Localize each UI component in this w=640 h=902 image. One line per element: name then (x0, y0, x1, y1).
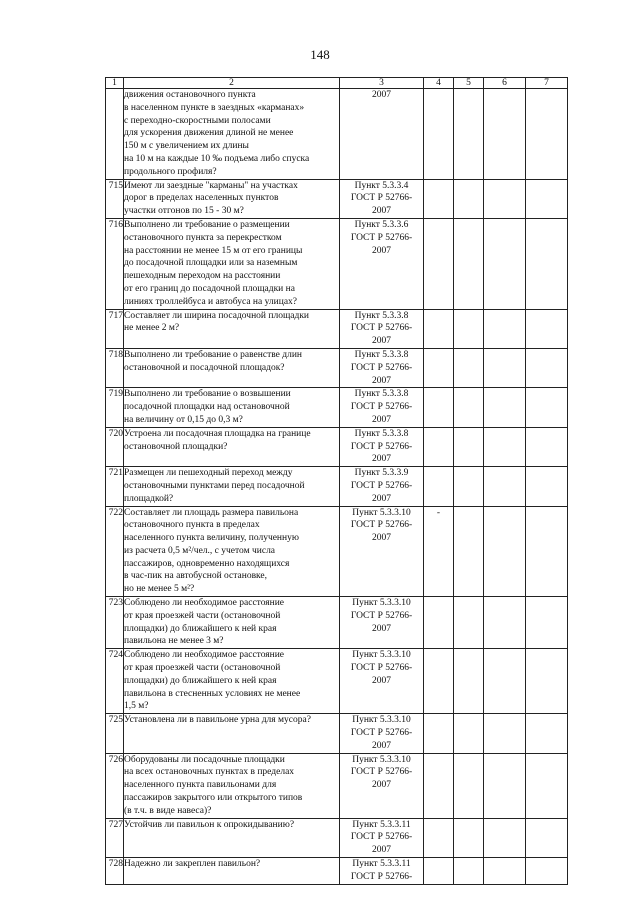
question-line: Установлена ли в павильоне урна для мусора? (124, 715, 311, 726)
reference-line: ГОСТ Р 52766- (350, 323, 413, 334)
question-cell (124, 309, 340, 348)
reference-line: 2007 (372, 414, 391, 425)
table-row (106, 753, 568, 818)
answer-cell-6 (484, 218, 526, 309)
question-line: до посадочной площадки или за наземным (124, 258, 298, 269)
question-line: Размещен ли пешеходный переход между (124, 468, 293, 479)
table-row (106, 506, 568, 597)
question-line: Соблюдено ли необходимое расстояние (124, 598, 285, 609)
answer-cell-4 (424, 858, 454, 885)
table-row (106, 89, 568, 180)
answer-cell-6 (484, 348, 526, 387)
answer-cell-6 (484, 597, 526, 649)
row-number: 723 (106, 597, 124, 649)
reference-line: Пункт 5.3.3.10 (352, 754, 411, 765)
reference-line: 2007 (372, 845, 391, 856)
question-line: участки отгонов по 15 - 30 м? (124, 206, 244, 217)
answer-cell-4 (424, 714, 454, 753)
reference-cell (340, 818, 424, 857)
reference-line: 2007 (372, 740, 391, 751)
question-line: Устойчив ли павильон к опрокидыванию? (124, 819, 295, 830)
question-line: Надежно ли закреплен павильон? (124, 859, 261, 870)
question-cell (124, 89, 340, 180)
answer-cell-4 (424, 467, 454, 506)
question-line: дорог в пределах населенных пунктов (124, 193, 279, 204)
reference-line: 2007 (372, 675, 391, 686)
table-row (106, 427, 568, 466)
answer-cell-6 (484, 714, 526, 753)
question-cell (124, 858, 340, 885)
table-row (106, 179, 568, 218)
question-cell (124, 427, 340, 466)
question-line: продольного профиля? (124, 166, 217, 177)
reference-line: 2007 (372, 245, 391, 256)
row-number: 715 (106, 179, 124, 218)
reference-line: ГОСТ Р 52766- (350, 663, 413, 674)
question-line: 1,5 м? (124, 701, 149, 712)
question-line: от края проезжей части (остановочной (124, 610, 281, 621)
answer-cell-7 (526, 506, 568, 597)
answer-cell-6 (484, 753, 526, 818)
question-line: (в т.ч. в виде навеса)? (124, 805, 212, 816)
reference-line: 2007 (372, 493, 391, 504)
question-cell (124, 179, 340, 218)
answer-cell-6 (484, 818, 526, 857)
answer-cell-7 (526, 818, 568, 857)
reference-line: Пункт 5.3.3.6 (354, 219, 409, 230)
answer-cell-6 (484, 179, 526, 218)
row-number: 724 (106, 649, 124, 714)
question-cell (124, 818, 340, 857)
reference-line: Пункт 5.3.3.9 (354, 468, 409, 479)
reference-cell (340, 597, 424, 649)
answer-cell-7 (526, 388, 568, 427)
question-line: пешеходным переходом на расстоянии (124, 271, 281, 282)
question-line: не менее 2 м? (124, 323, 180, 334)
reference-line: Пункт 5.3.3.8 (354, 310, 409, 321)
answer-cell-6 (484, 858, 526, 885)
reference-line: ГОСТ Р 52766- (350, 832, 413, 843)
question-line: площадкой? (124, 493, 174, 504)
answer-cell-7 (526, 179, 568, 218)
column-header-2: 2 (124, 78, 340, 89)
reference-cell (340, 388, 424, 427)
question-line: в населенном пункте в заездных «карманах» (124, 102, 305, 113)
answer-cell-5 (454, 818, 484, 857)
reference-line: ГОСТ Р 52766- (350, 193, 413, 204)
table-row (106, 309, 568, 348)
question-line: Соблюдено ли необходимое расстояние (124, 650, 285, 661)
column-header-1: 1 (106, 78, 124, 89)
question-cell (124, 597, 340, 649)
table-row (106, 348, 568, 387)
question-cell (124, 348, 340, 387)
answer-cell-4 (424, 753, 454, 818)
reference-cell (340, 89, 424, 180)
answer-cell-5 (454, 348, 484, 387)
answer-cell-4 (424, 179, 454, 218)
answer-cell-5 (454, 506, 484, 597)
answer-cell-5 (454, 218, 484, 309)
reference-line: ГОСТ Р 52766- (350, 480, 413, 491)
question-line: Выполнено ли требование о размещении (124, 219, 290, 230)
table-row (106, 858, 568, 885)
answer-cell-7 (526, 714, 568, 753)
reference-cell (340, 753, 424, 818)
reference-cell (340, 467, 424, 506)
question-line: линиях троллейбуса и автобуса на улицах? (124, 296, 298, 307)
question-line: площадки) до ближайшего к ней края (124, 675, 277, 686)
answer-cell-5 (454, 427, 484, 466)
reference-cell (340, 309, 424, 348)
question-line: павильона в стесненных условиях не менее (124, 688, 301, 699)
reference-line: 2007 (372, 206, 391, 217)
question-line: на всех остановочных пунктах в пределах (124, 767, 295, 778)
answer-cell-4 (424, 818, 454, 857)
question-line: остановочной площадки? (124, 441, 228, 452)
answer-cell-7 (526, 89, 568, 180)
reference-line: Пункт 5.3.3.11 (352, 859, 411, 870)
question-line: населенного пункта величину, полученную (124, 533, 299, 544)
answer-cell-4 (424, 649, 454, 714)
reference-line: ГОСТ Р 52766- (350, 362, 413, 373)
reference-line: Пункт 5.3.3.8 (354, 349, 409, 360)
row-number: 721 (106, 467, 124, 506)
answer-cell-4 (424, 348, 454, 387)
question-line: в час-пик на автобусной остановке, (124, 571, 268, 582)
question-line: пассажиров, одновременно находящихся (124, 558, 290, 569)
answer-cell-7 (526, 649, 568, 714)
answer-cell-6 (484, 649, 526, 714)
reference-line: ГОСТ Р 52766- (350, 232, 413, 243)
question-line: на расстоянии не менее 15 м от его границы (124, 245, 303, 256)
header-row (106, 78, 568, 89)
reference-line: ГОСТ Р 52766- (350, 728, 413, 739)
reference-line: 2007 (372, 454, 391, 465)
question-line: площадки) до ближайшего к ней края (124, 623, 277, 634)
row-number: 718 (106, 348, 124, 387)
row-number: 725 (106, 714, 124, 753)
reference-line: ГОСТ Р 52766- (350, 441, 413, 452)
question-line: Составляет ли площадь размера павильона (124, 507, 299, 518)
reference-line: Пункт 5.3.3.10 (352, 507, 411, 518)
answer-cell-7 (526, 597, 568, 649)
answer-cell-5 (454, 649, 484, 714)
answer-cell-5 (454, 388, 484, 427)
question-line: 150 м с увеличением их длины (124, 141, 249, 152)
answer-cell-4 (424, 89, 454, 180)
question-line: движения остановочного пункта (124, 90, 256, 100)
answer-cell-4 (424, 309, 454, 348)
question-line: из расчета 0,5 м²/чел., с учетом числа (124, 545, 276, 556)
question-line: на величину от 0,15 до 0,3 м? (124, 414, 243, 425)
reference-line: 2007 (372, 533, 391, 544)
reference-line: Пункт 5.3.3.8 (354, 389, 409, 400)
reference-cell (340, 714, 424, 753)
answer-cell-7 (526, 309, 568, 348)
reference-line: ГОСТ Р 52766- (350, 871, 413, 882)
table-row (106, 218, 568, 309)
column-header-6: 6 (484, 78, 526, 89)
reference-line: 2007 (372, 780, 391, 791)
answer-cell-4 (424, 427, 454, 466)
reference-cell (340, 649, 424, 714)
table-row (106, 388, 568, 427)
answer-cell-7 (526, 348, 568, 387)
table-row (106, 467, 568, 506)
question-cell (124, 506, 340, 597)
reference-line: Пункт 5.3.3.10 (352, 650, 411, 661)
row-number: 719 (106, 388, 124, 427)
question-line: остановочного пункта в пределах (124, 520, 260, 531)
reference-cell (340, 858, 424, 885)
reference-cell (340, 427, 424, 466)
reference-line: ГОСТ Р 52766- (350, 767, 413, 778)
question-line: с переходно-скоростными полосами (124, 115, 271, 126)
row-number: 722 (106, 506, 124, 597)
answer-cell-4 (424, 388, 454, 427)
page-number: 148 (310, 47, 330, 62)
answer-cell-7 (526, 427, 568, 466)
question-line: остановочной и посадочной площадок? (124, 362, 285, 373)
question-line: Устроена ли посадочная площадка на границе (124, 428, 311, 439)
question-line: от его границ до посадочной площадки на (124, 283, 295, 294)
reference-cell (340, 179, 424, 218)
reference-line: ГОСТ Р 52766- (350, 402, 413, 413)
question-cell (124, 753, 340, 818)
reference-line: 2007 (372, 90, 391, 100)
reference-line: ГОСТ Р 52766- (350, 610, 413, 621)
row-number: 726 (106, 753, 124, 818)
reference-cell (340, 218, 424, 309)
answer-cell-5 (454, 179, 484, 218)
question-line: Выполнено ли требование о возвышении (124, 389, 291, 400)
question-line: Выполнено ли требование о равенстве длин (124, 349, 302, 360)
question-line: Оборудованы ли посадочные площадки (124, 754, 285, 765)
question-line: Имеют ли заездные "карманы" на участках (124, 180, 298, 191)
question-line: населенного пункта павильонами для (124, 780, 277, 791)
answer-cell-5 (454, 89, 484, 180)
answer-cell-6 (484, 467, 526, 506)
row-number: 716 (106, 218, 124, 309)
reference-line: 2007 (372, 375, 391, 386)
answer-cell-5 (454, 597, 484, 649)
table-row (106, 714, 568, 753)
reference-cell (340, 348, 424, 387)
reference-line: Пункт 5.3.3.8 (354, 428, 409, 439)
question-line: от края проезжей части (остановочной (124, 663, 281, 674)
table-row (106, 597, 568, 649)
answer-cell-6 (484, 506, 526, 597)
question-line: для ускорения движения длиной не менее (124, 128, 294, 139)
column-header-4: 4 (424, 78, 454, 89)
column-header-7: 7 (526, 78, 568, 89)
reference-line: ГОСТ Р 52766- (350, 520, 413, 531)
reference-line: Пункт 5.3.3.10 (352, 598, 411, 609)
answer-cell-7 (526, 858, 568, 885)
answer-cell-7 (526, 467, 568, 506)
answer-cell-4: - (424, 506, 454, 597)
row-number (106, 89, 124, 180)
question-line: пассажиров закрытого или открытого типов (124, 793, 303, 804)
answer-cell-5 (454, 467, 484, 506)
reference-line: 2007 (372, 336, 391, 347)
reference-line: Пункт 5.3.3.11 (352, 819, 411, 830)
question-cell (124, 649, 340, 714)
question-cell (124, 218, 340, 309)
row-number: 720 (106, 427, 124, 466)
question-line: павильона не менее 3 м? (124, 636, 224, 647)
column-header-3: 3 (340, 78, 424, 89)
answer-cell-5 (454, 714, 484, 753)
table-row (106, 649, 568, 714)
table-row (106, 818, 568, 857)
checklist-rows (106, 89, 568, 885)
question-cell (124, 388, 340, 427)
row-number: 728 (106, 858, 124, 885)
row-number: 727 (106, 818, 124, 857)
reference-line: 2007 (372, 623, 391, 634)
question-line: но не менее 5 м²? (124, 584, 195, 595)
question-cell (124, 714, 340, 753)
answer-cell-5 (454, 753, 484, 818)
answer-cell-6 (484, 388, 526, 427)
question-line: посадочной площадки над остановочной (124, 402, 290, 413)
question-line: Составляет ли ширина посадочной площадки (124, 310, 310, 321)
answer-cell-5 (454, 309, 484, 348)
answer-cell-5 (454, 858, 484, 885)
reference-line: Пункт 5.3.3.10 (352, 715, 411, 726)
row-number: 717 (106, 309, 124, 348)
answer-cell-6 (484, 427, 526, 466)
question-cell (124, 467, 340, 506)
answer-cell-7 (526, 218, 568, 309)
question-line: на 10 м на каждые 10 ‰ подъема либо спуска (124, 153, 310, 164)
reference-line: Пункт 5.3.3.4 (354, 180, 409, 191)
answer-cell-6 (484, 309, 526, 348)
reference-cell (340, 506, 424, 597)
question-line: остановочного пункта за перекрестком (124, 232, 282, 243)
answer-cell-6 (484, 89, 526, 180)
answer-cell-7 (526, 753, 568, 818)
question-line: остановочными пунктами перед посадочной (124, 480, 305, 491)
answer-cell-4 (424, 218, 454, 309)
column-header-5: 5 (454, 78, 484, 89)
checklist-table (105, 77, 568, 885)
answer-cell-4 (424, 597, 454, 649)
